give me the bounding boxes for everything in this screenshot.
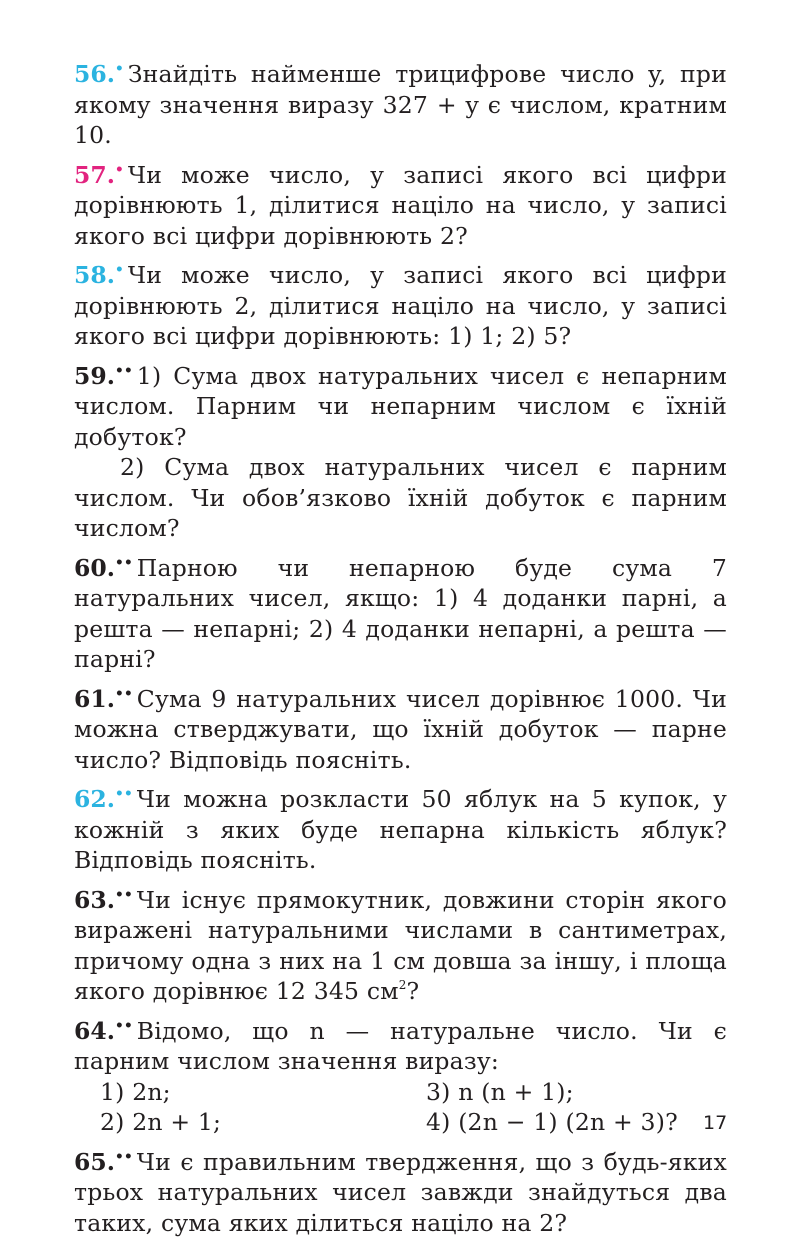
problem-number: 63. <box>74 885 115 914</box>
difficulty-mark: • <box>114 161 124 178</box>
difficulty-mark: •• <box>114 886 133 903</box>
difficulty-mark: • <box>114 262 124 278</box>
problem-text: 1) Сума двох натуральних чисел є непарним числом. Парним чи непарним числом є їхній добуток? <box>74 361 727 451</box>
problem-number: 61. <box>74 684 115 713</box>
difficulty-mark: •• <box>114 685 133 702</box>
problem-56 <box>74 54 727 151</box>
problem-number: 65. <box>74 1147 115 1176</box>
problem-60 <box>74 548 727 675</box>
option-3: 3) n (n + 1); <box>426 1077 574 1106</box>
problem-text: Чи існує прямокутник, довжини сторін якого виражені натуральними числами в сантиметрах, причому одна з них на 1 см довша за іншу, і площа якого дорівнює 12 345 см <box>74 885 727 1005</box>
problem-63 <box>74 880 727 1007</box>
problem-64 <box>74 1011 727 1138</box>
option-1: 1) 2n; <box>100 1077 171 1106</box>
problem-text: Сума 9 натуральних чисел дорівнює 1000. Чи можна стверджувати, що їхній добуток — парне число? Відповідь поясніть. <box>74 684 727 774</box>
problem-57 <box>74 155 727 252</box>
problem-number: 56. <box>74 60 115 88</box>
difficulty-mark: •• <box>114 1017 133 1034</box>
option-4: 4) (2n − 1) (2n + 3)? <box>426 1108 678 1136</box>
problem-text: Знайдіть найменше трицифрове число y, при якому значення виразу 327 + y є числом, кратним 10. <box>74 60 727 149</box>
problem-59 <box>74 356 727 544</box>
problem-text: Відомо, що n — натуральне число. Чи є парним числом значення виразу: <box>74 1016 727 1075</box>
problem-text: Чи може число, у записі якого всі цифри дорівнюють 2, ділитися націло на число, у записі якого всі цифри дорівнюють: 1) 1; 2) 5? <box>74 261 727 350</box>
problem-text: Чи є правильним твердження, що з будь-яких трьох натуральних чисел завжди знайдуться два таких, сума яких ділиться націло на 2? <box>74 1147 727 1237</box>
difficulty-mark: •• <box>114 786 133 802</box>
problem-subpart: 2) Сума двох натуральних чисел є парним числом. Чи обов’язково їхній добуток є парним числом? <box>74 453 727 542</box>
difficulty-mark: • <box>114 61 124 77</box>
superscript: 2 <box>398 978 407 992</box>
problem-number: 60. <box>74 553 115 582</box>
answer-options <box>74 1077 727 1138</box>
problem-58 <box>74 255 727 352</box>
problem-text-tail: ? <box>406 977 420 1005</box>
option-2: 2) 2n + 1; <box>100 1108 222 1136</box>
problem-number: 62. <box>74 785 115 813</box>
problem-text: Чи може число, у записі якого всі цифри дорівнюють 1, ділитися націло на число, у записі якого всі цифри дорівнюють 2? <box>74 160 727 250</box>
page-number: 17 <box>703 1112 728 1134</box>
problem-number: 64. <box>74 1016 115 1045</box>
problem-61 <box>74 679 727 776</box>
difficulty-mark: •• <box>114 554 133 571</box>
problem-62 <box>74 779 727 876</box>
problem-number: 57. <box>74 160 115 189</box>
problem-number: 59. <box>74 361 115 390</box>
difficulty-mark: •• <box>114 1148 133 1165</box>
problem-text: Парною чи непарною буде сума 7 натуральних чисел, якщо: 1) 4 доданки парні, а решта — непарні; 2) 4 доданки непарні, а решта — парні? <box>74 553 727 673</box>
problem-number: 58. <box>74 261 115 289</box>
page-content <box>74 54 727 1242</box>
problem-text: Чи можна розкласти 50 яблук на 5 купок, у кожній з яких буде непарна кількість яблук? Відповідь поясніть. <box>74 785 727 874</box>
difficulty-mark: •• <box>114 362 133 379</box>
